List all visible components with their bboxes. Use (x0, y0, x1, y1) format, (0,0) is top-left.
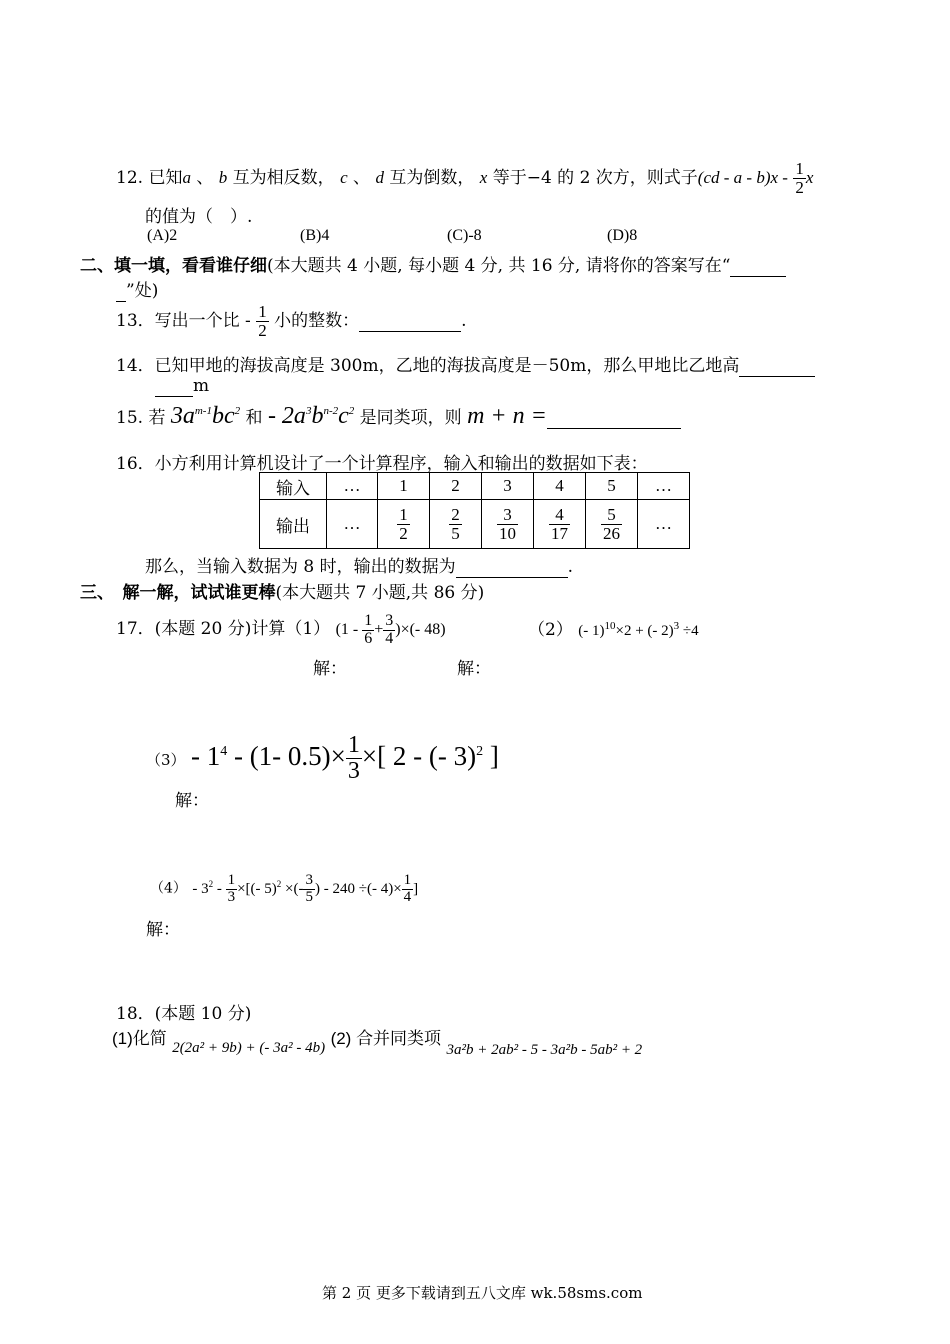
section2-title: 二、填一填，看看谁仔细 (80, 256, 267, 276)
q17-part3-label: （3） (146, 750, 186, 769)
q17-part2 (528, 615, 699, 640)
q12-line1 (116, 160, 813, 197)
q17-part2-label: （2） (528, 620, 573, 640)
q14 (116, 351, 815, 377)
q12-text-d: 等于−4 的 2 次方，则式子 (492, 167, 698, 188)
q17-line1 (116, 613, 446, 648)
q12-fraction: $\frac{1}{2}$ (795, 159, 804, 197)
q16-input-cell: 3 (482, 473, 534, 500)
q13-answer-blank[interactable] (359, 311, 461, 332)
section2-desc: (本大题共 4 小题, 每小题 4 分, 共 16 分, 请将你的答案写在“ (267, 256, 731, 276)
q13-text: 13．写出一个比 - (116, 310, 251, 331)
q18-parts (112, 1024, 643, 1058)
q16-after-text: 那么，当输入数据为 8 时，输出的数据为 (145, 557, 456, 577)
q13-fraction: $\frac{1}{2}$ (258, 302, 267, 340)
q17-part4-expr: - $3^2$ - $\frac{1}{3}$ ×[(- 5)$^2$ ×(- $\frac{3}{5}$ ) - 240 ÷(- 4)× $\frac{1}{4}$ ] (192, 872, 419, 905)
q16-input-cell: 1 (378, 473, 430, 500)
q15-text: 是同类项，则 (359, 408, 462, 428)
section2-blank-cont (116, 281, 126, 302)
q14-text: 14．已知甲地的海拔高度是 300m，乙地的海拔高度是－50m，那么甲地比乙地高 (116, 356, 740, 376)
section3-title: 三、 解一解，试试谁更棒 (80, 583, 276, 603)
q18-part1-label: (1)化简 (112, 1029, 167, 1048)
q12-sep2: 、 (353, 167, 371, 188)
q16-output-label: 输出 (260, 500, 327, 549)
q18-part1-expr: 2(2a² + 9b) + (- 3a² - 4b) (172, 1040, 326, 1056)
q17-text: 17．(本题 20 分)计算（1） (116, 618, 331, 639)
q16-output-cell: $\frac{3}{10}$ (482, 500, 534, 549)
q16-output-cell: $\frac{2}{5}$ (430, 500, 482, 549)
section2-blank (730, 256, 786, 277)
q15-prefix: 15. 若 (116, 408, 166, 428)
q12-option-b: (B)4 (300, 227, 330, 244)
q12-sep1: 、 (196, 167, 214, 188)
q12-text-b: 互为相反数， (232, 167, 335, 188)
q12-line2: 的值为（ ）. (145, 207, 253, 227)
q12-expr: (cd - a - b)x - (697, 167, 788, 187)
q17-part4 (150, 873, 418, 906)
q16-table (259, 472, 690, 549)
q16-input-cell: 5 (586, 473, 638, 500)
section3-desc: (本大题共 7 小题,共 86 分) (275, 583, 485, 603)
q14-answer-blank-cont[interactable] (155, 376, 193, 397)
q12-var-b: b (218, 167, 228, 187)
q18-part2-expr: 3a²b + 2ab² - 5 - 3a²b - 5ab² + 2 (446, 1042, 643, 1058)
q17-part3-expr: - $1^4 - (1-$ 0.5)× $\frac{1}{3}$ ×[ 2 - (- 3)$^2$ ] (190, 732, 499, 785)
q13-text-end: 小的整数： (274, 310, 360, 331)
q12-option-d: (D)8 (607, 227, 638, 244)
q12-expr-end: x (805, 167, 814, 187)
q16-input-label: 输入 (260, 473, 327, 500)
section2-desc-end: ”处) (126, 281, 159, 301)
q14-unit: m (193, 376, 210, 396)
q15 (116, 403, 681, 430)
q17-solution-3: 解： (175, 791, 209, 811)
q16-input-cell: … (638, 473, 690, 500)
section2-header (80, 251, 786, 277)
q15-equation: m + n = (467, 403, 547, 429)
q16-output-cell: $\frac{5}{26}$ (586, 500, 638, 549)
q17-part4-label: （4） (150, 880, 187, 897)
section2-header-line2 (116, 276, 158, 302)
q17-solution-4: 解： (146, 920, 180, 940)
q18-text: 18．(本题 10 分) (116, 1004, 252, 1024)
q16-input-cell: … (327, 473, 378, 500)
q12-var-c: c (340, 167, 348, 187)
q15-answer-blank[interactable] (547, 408, 681, 429)
page-footer: 第 2 页 更多下载请到五八文库 wk.58sms.com (322, 1284, 643, 1302)
q16-input-row (260, 473, 690, 500)
q16-output-cell: … (638, 500, 690, 549)
q16-after: 那么，当输入数据为 8 时，输出的数据为 . (145, 557, 574, 577)
q15-and: 和 (245, 408, 263, 428)
q16-text: 16．小方利用计算机设计了一个计算程序，输入和输出的数据如下表： (116, 454, 648, 474)
q18-part2-label: (2) 合并同类项 (330, 1029, 442, 1048)
q12-option-a: (A)2 (147, 227, 178, 244)
q17-solution-1: 解： (313, 659, 347, 679)
q12-var-d: d (375, 167, 384, 187)
q16-answer-blank[interactable] (456, 557, 568, 578)
q12-var-a: a (182, 167, 191, 187)
q14-answer-blank[interactable] (739, 356, 815, 377)
section3-header (80, 578, 484, 603)
q13: 13．写出一个比 - $\frac{1}{2}$ 小的整数： . (116, 302, 467, 340)
q12-text-a: 12. 已知 (116, 167, 183, 188)
q17-solution-2: 解： (457, 659, 491, 679)
q16-output-cell: $\frac{1}{2}$ (378, 500, 430, 549)
q16-input-cell: 4 (534, 473, 586, 500)
q15-term2: - $2a^3b^{n-2}c^2$ (267, 403, 355, 429)
q16-output-cell: … (327, 500, 378, 549)
q15-term1: $3a^{m-1}bc^2$ (170, 403, 241, 429)
q14-line2 (155, 376, 209, 397)
q17-part2-expr: (- 1)$^{10}$×2 + (- 2)$^3$ ÷4 (578, 620, 699, 639)
q12-var-x: x (479, 167, 488, 187)
q17-part1-expr: (1 - $\frac{1}{6}$ + $\frac{3}{4}$ )×(- 48) (335, 612, 446, 647)
q17-part3 (146, 733, 499, 784)
q16-input-cell: 2 (430, 473, 482, 500)
q16-output-cell: $\frac{4}{17}$ (534, 500, 586, 549)
q16-output-row (260, 500, 690, 549)
q12-text-c: 互为倒数， (389, 167, 475, 188)
q12-option-c: (C)-8 (447, 227, 482, 244)
